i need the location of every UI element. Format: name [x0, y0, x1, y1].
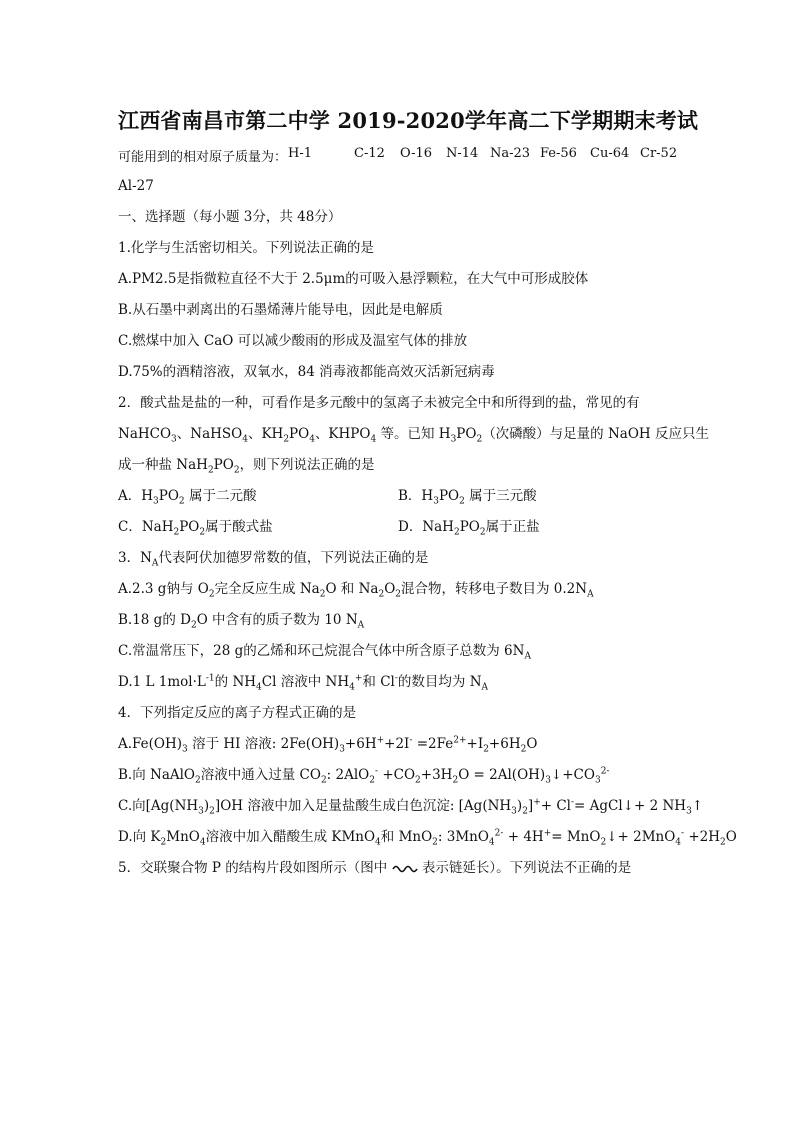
q2-option-a: A．$H_3PO_2$ 属于二元酸 [118, 488, 257, 507]
q1-stem: 1.化学与生活密切相关。下列说法正确的是 [118, 240, 374, 256]
q4-a-part2: 溶于 HI 溶液: 2Fe(OH) [187, 736, 340, 752]
q4-d-part2: 溶液中加入醋酸生成 KMnO [205, 829, 376, 845]
q2-option-a-text: 属于二元酸 [188, 488, 257, 504]
q2-stem-line2-tail: 等。已知 [380, 426, 435, 442]
q3-b-part2: 中含有的质子数为 10 [212, 612, 342, 628]
mass-n: N-14 [446, 146, 479, 161]
q4-c-part2: OH 溶液中加入足量盐酸生成白色沉淀: [Ag(NH [220, 798, 512, 814]
q4-option-c: C.向$[Ag(NH_3)_2]OH$ 溶液中加入足量盐酸生成白色沉淀: $[Ag(NH_3)_2]^++ Cl^-=$ AgCl↓+ 2 $NH_3↑$ [118, 797, 704, 817]
q2-stem-line3-b: ，则下列说法正确的是 [239, 457, 375, 473]
q3-option-a: A.2.3 g钠与 $O_2$完全反应生成 $Na_2O$ 和 $Na_2O_2$混合物，转移电子数目为 $0.2N_A$ [118, 581, 594, 600]
q4-option-d: D.向 $K_2MnO_4$溶液中加入醋酸生成 KMnO$_4$和 MnO$_2$: 3MnO$_4^{2-}$ + 4H+= MnO$_2$↓+ $2MnO_4^- +2H_2O$ [118, 828, 737, 848]
mass-al: Al-27 [118, 178, 154, 194]
page-title: 江西省南昌市第二中学 2019-2020学年高二下学期期末考试 [118, 108, 699, 133]
mass-h: H-1 [288, 146, 313, 161]
q5-stem [118, 859, 631, 877]
q4-d-part1: D.向 K [118, 829, 161, 845]
q1-option-a: A.PM2.5是指微粒直径不大于 2.5μm的可吸入悬浮颗粒，在大气中可形成胶体 [118, 271, 589, 287]
wavy-chain-icon [392, 864, 418, 874]
q1-option-d: D.75%的酒精溶液，双氧水，84 消毒液都能高效灭活新冠病毒 [118, 364, 495, 380]
q1-option-b: B.从石墨中剥离出的石墨烯薄片能导电，因此是电解质 [118, 302, 443, 318]
mass-cr: Cr-52 [640, 146, 678, 161]
q4-option-a: $A.Fe(OH)_3$ 溶于 HI 溶液: $2Fe(OH)_3+6H^++2I^- =2Fe^{2+}+I_2+6H_2O$ [118, 735, 538, 755]
q2-option-b-text: 属于三元酸 [469, 488, 537, 504]
q2-option-b: B．$H_3PO_2$ 属于三元酸 [398, 488, 537, 507]
q5-stem-part1: 5．交联聚合物 P 的结构片段如图所示（图中 [118, 860, 388, 876]
q4-a-part1: A.Fe(OH) [118, 736, 183, 752]
q2-stem-line2: NaHCO$_3$、NaHSO$_4$、$KH_2PO_4$、$KHPO_4$ 等。已知 $H_3PO_2$（次磷酸）与足量的 NaOH 反应只生 [118, 426, 709, 445]
q3-d-part5: 的数目均为 [397, 674, 466, 690]
q2-option-c: C．$NaH_2PO_2$属于酸式盐 [118, 519, 273, 538]
q3-c-part1: C.常温常压下，28 g的乙烯和环己烷混合气体中所含原子总数为 6 [118, 643, 513, 659]
section-heading: 一、选择题（每小题 3分，共 48分） [118, 209, 342, 225]
q3-a-part3: 和 [340, 581, 355, 597]
q3-a-part4: 混合物，转移电子数目为 0.2 [401, 581, 576, 597]
q2-stem-line3-a: 成一种盐 [118, 457, 172, 473]
q2-stem-line3: 成一种盐 $NaH_2PO_2$，则下列说法正确的是 [118, 457, 375, 476]
q3-b-part1: B.18 g的 [118, 612, 176, 628]
mass-fe: Fe-56 [540, 146, 577, 161]
q3-stem: 3．$N_A$代表阿伏加德罗常数的值，下列说法正确的是 [118, 550, 429, 569]
q4-d-part4: : 3MnO [437, 829, 489, 845]
mass-c: C-12 [354, 146, 385, 161]
q2-option-c-text: 属于酸式盐 [205, 519, 273, 535]
q4-b-part1: B.向 NaAlO [118, 767, 195, 783]
q3-stem-text: 代表阿伏加德罗常数的值，下列说法正确的是 [158, 550, 429, 566]
q4-d-part3: 和 MnO [380, 829, 433, 845]
q2-stem-line1: 2．酸式盐是盐的一种，可看作是多元酸中的氢离子未被完全中和所得到的盐，常见的有 [118, 395, 640, 411]
mass-na: Na-23 [490, 146, 531, 161]
masses-prefix: 可能用到的相对原子质量为： [118, 150, 288, 165]
q1-option-c: C.燃煤中加入 CaO 可以减少酸雨的形成及温室气体的排放 [118, 333, 468, 349]
q2-option-d-text: 属于正盐 [485, 519, 540, 535]
q3-a-part2: 完全反应生成 [214, 581, 296, 597]
q3-option-c: C.常温常压下，28 g的乙烯和环己烷混合气体中所含原子总数为 $6N_A$ [118, 643, 531, 662]
q4-b-part2: 溶液中通入过量 CO [200, 767, 321, 783]
q2-option-d: D．$NaH_2PO_2$属于正盐 [398, 519, 540, 538]
q3-d-part3: 溶液中 [280, 674, 322, 690]
q3-d-part2: 的 [214, 674, 229, 690]
mass-o: O-16 [400, 146, 433, 161]
q3-option-d: D.1 L $1mol\cdot L^{-1}$的 $NH_4Cl$ 溶液中 $NH_4^+$和 Cl-的数目均为 $N_A$ [118, 673, 489, 693]
q4-option-b: B.向 NaAlO$_2$溶液中通入过量 $CO_2$: $2AlO_2^- +CO_2+3H_2O$ = $2Al(OH)_3↓+CO_3^{2-}$ [118, 766, 610, 786]
q4-stem: 4．下列指定反应的离子方程式正确的是 [118, 705, 357, 721]
mass-cu: Cu-64 [590, 146, 630, 161]
q3-d-part4: 和 Cl [362, 674, 395, 690]
q3-a-part1: A.2.3 g钠与 [118, 581, 194, 597]
q3-d-part1: D.1 L 1mol·L [118, 674, 206, 690]
q2-stem-line2-tail2: （次磷酸）与足量的 NaOH 反应只生 [482, 426, 709, 442]
q4-c-part1: C.向[Ag(NH [118, 798, 199, 814]
q5-stem-part2: 表示链延长）。下列说法不正确的是 [421, 860, 632, 876]
q3-option-b: B.18 g的 $D_2O$ 中含有的质子数为 10 $N_A$ [118, 612, 365, 631]
